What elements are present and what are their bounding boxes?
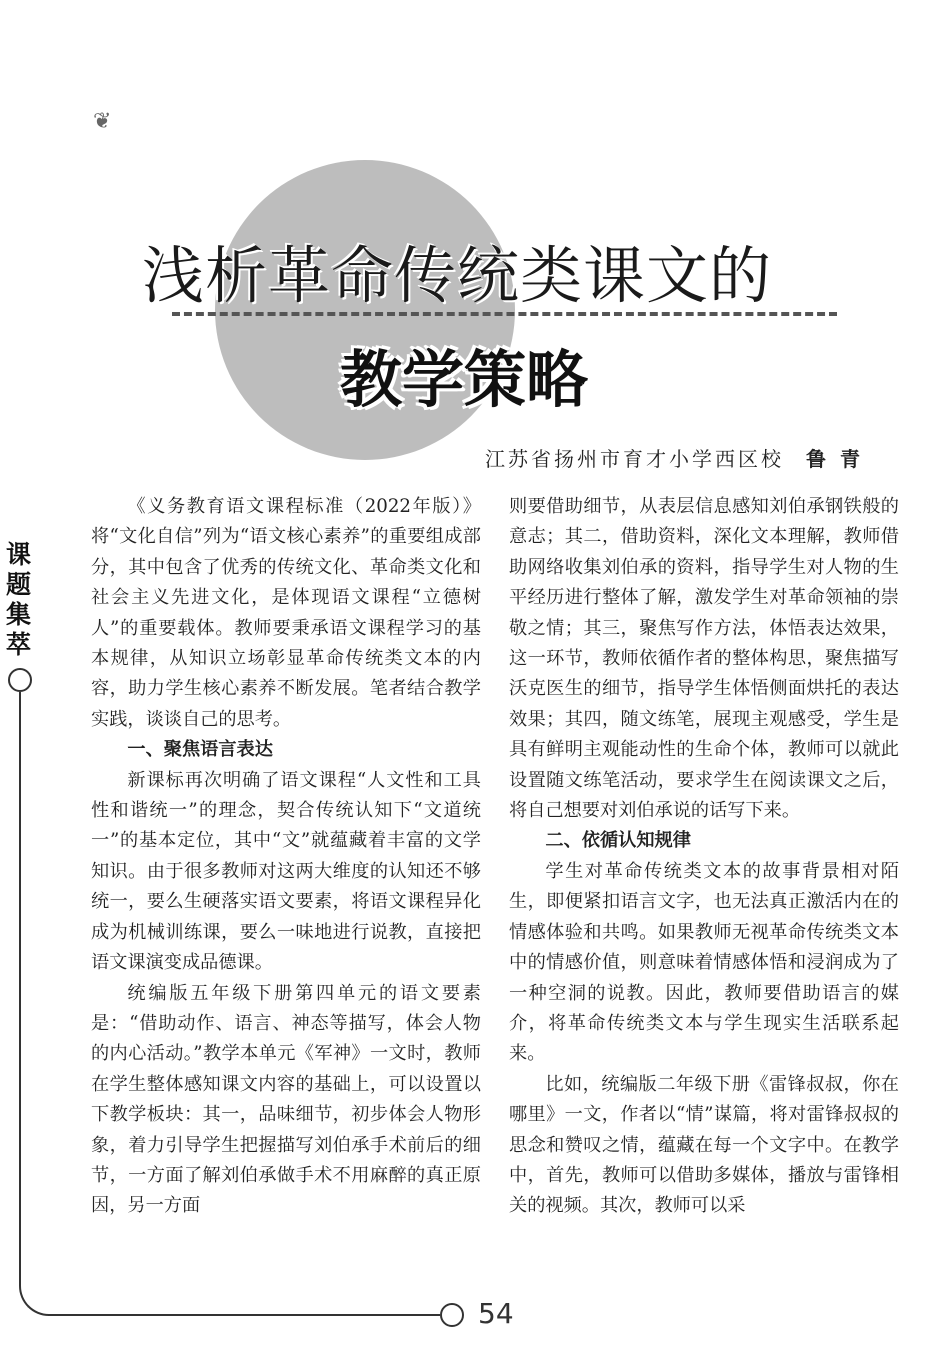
author-name: 鲁青 [806, 447, 874, 471]
byline [485, 443, 874, 472]
paragraph: 统编版五年级下册第四单元的语文要素是：“借助动作、语言、神态等描写，体会人物的内心活动。”教学本单元《军神》一文时，教师在学生整体感知课文内容的基础上，可以设置以下教学板块：其一，品味细节，初步体会人物形象，着力引导学生把握描写刘伯承手术前后的细节，一方面了解刘伯承做手术不用麻醉的真正原因，另一方面 [91, 982, 481, 1217]
side-rule [19, 692, 21, 1285]
paragraph: 比如，统编版二年级下册《雷锋叔叔，你在哪里》一文，作者以“情”谋篇，将对雷锋叔叔的思念和赞叹之情，蕴藏在每一个文字中。在教学中，首先，教师可以借助多媒体，播放与雷锋相关的视频。其次，教师可以采 [509, 1073, 899, 1217]
section-heading-1: 一、聚焦语言表达 [127, 739, 273, 761]
right-column [509, 492, 899, 1222]
left-column [91, 492, 481, 1222]
paragraph: 《义务教育语文课程标准（2022年版）》将“文化自信”列为“语文核心素养”的重要组成部分，其中包含了优秀的传统文化、革命类文化和社会主义先进文化，是体现语文课程“立德树人”的重要载体。教师要秉承语文课程学习的基本规律，从知识立场彰显革命传统类文本的内容，助力学生核心素养不断发展。笔者结合教学实践，谈谈自己的思考。 [91, 496, 481, 730]
section-label: 课题集萃 [6, 540, 32, 659]
footer-curve [19, 1262, 49, 1316]
article-title-line1: 浅析革命传统类课文的 [142, 239, 773, 312]
section-heading-2: 二、依循认知规律 [545, 830, 691, 852]
footer-rule [48, 1314, 440, 1316]
paragraph: 学生对革命传统类文本的故事背景相对陌生，即便紧扣语言文字，也无法真正激活内在的情感体验和共鸣。如果教师无视革命传统类文本中的情感价值，则意味着情感体悟和浸润成为了一种空洞的说教。因此，教师要借助语言的媒介，将革命传统类文本与学生现实生活联系起来。 [509, 860, 899, 1065]
article-title-line2: 教学策略 [340, 343, 589, 416]
footer-circle-icon [440, 1303, 464, 1327]
side-circle-icon [8, 668, 32, 692]
decorative-ornament-icon: ❦ [93, 109, 112, 134]
paragraph: 则要借助细节，从表层信息感知刘伯承钢铁般的意志；其二，借助资料，深化文本理解，教师借助网络收集刘伯承的资料，指导学生对人物的生平经历进行整体了解，激发学生对革命领袖的崇敬之情；其三，聚焦写作方法，体悟表达效果，这一环节，教师依循作者的整体构思，聚焦描写沃克医生的细节，指导学生体悟侧面烘托的表达效果；其四，随文练笔，展现主观感受，学生是具有鲜明主观能动性的生命个体，教师可以就此设置随文练笔活动，要求学生在阅读课文之后，将自己想要对刘伯承说的话写下来。 [509, 496, 899, 822]
author-affiliation: 江苏省扬州市育才小学西区校 [485, 447, 784, 471]
page-number: 54 [478, 1297, 514, 1330]
paragraph: 新课标再次明确了语文课程“人文性和工具性和谐统一”的理念，契合传统认知下“文道统一”的基本定位，其中“文”就蕴藏着丰富的文学知识。由于很多教师对这两大维度的认知还不够统一，要么生硬落实语文要素，将语文课程异化成为机械训练课，要么一味地进行说教，直接把语文课演变成品德课。 [91, 769, 481, 974]
title-divider [172, 312, 837, 316]
